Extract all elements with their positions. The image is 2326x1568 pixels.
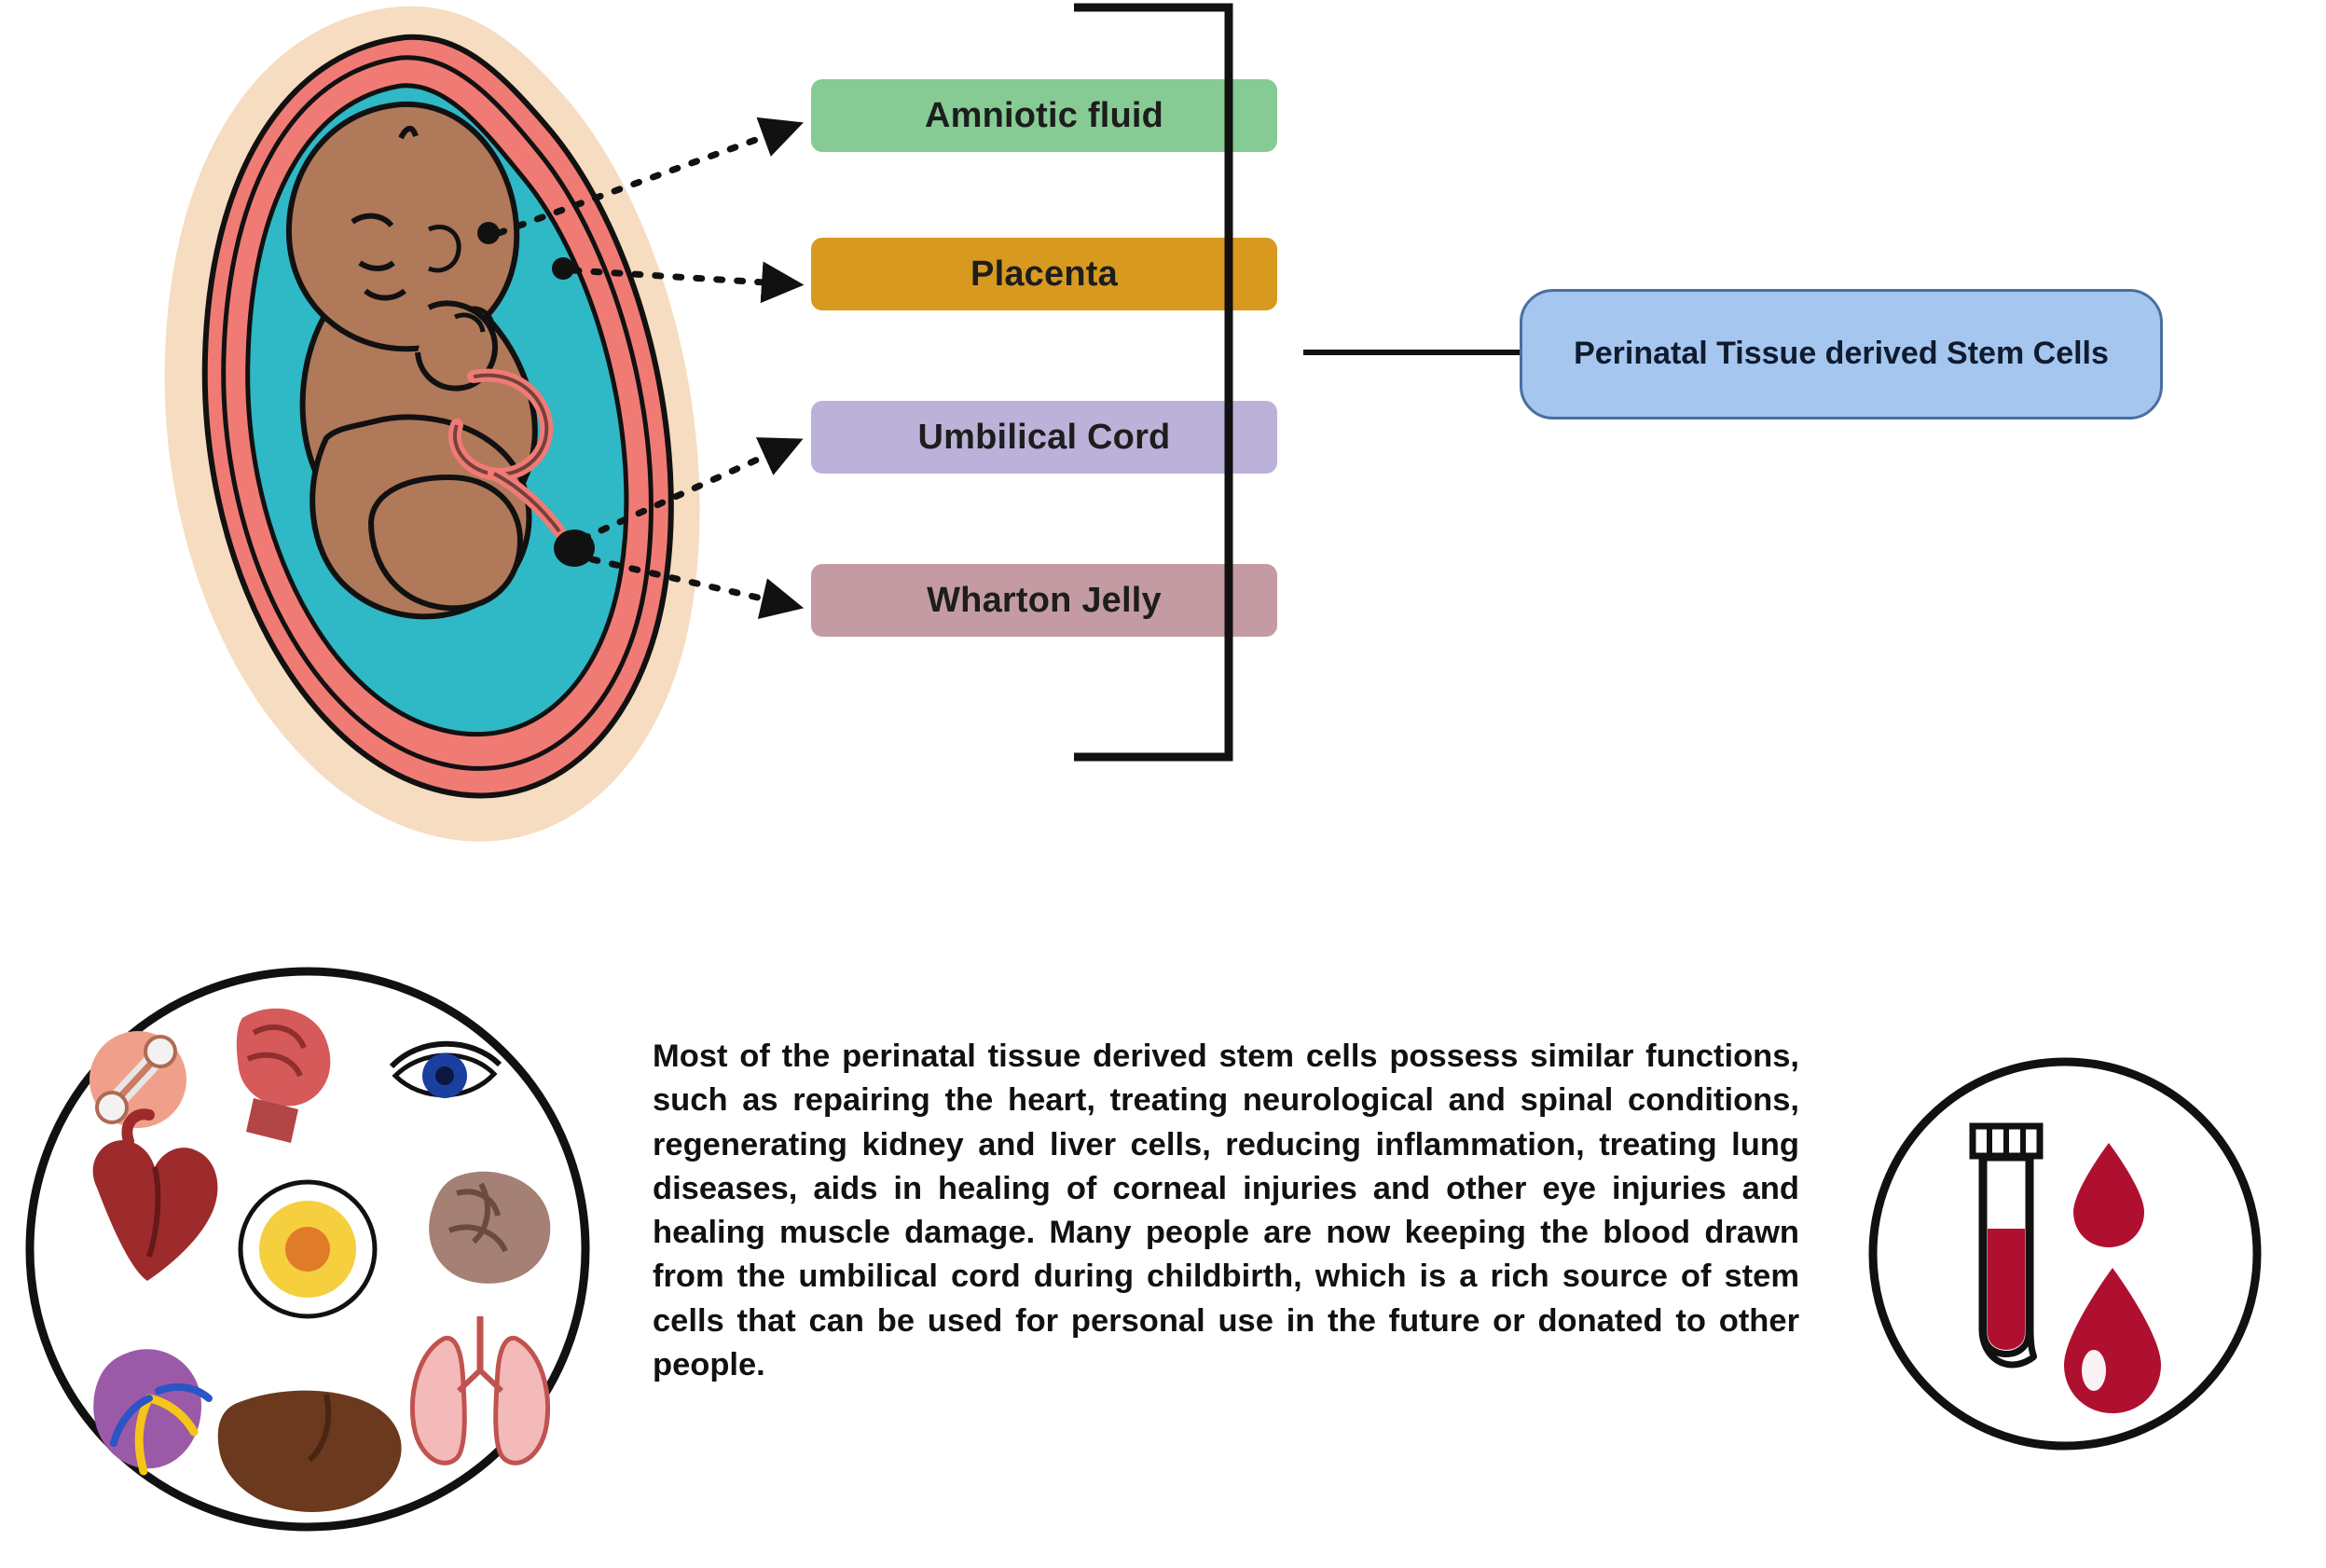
circle-outline	[1873, 1062, 2257, 1446]
amniotic-fluid-anchor-dot	[477, 222, 500, 244]
cord-blood-collection-circle	[1865, 1053, 2265, 1454]
blood-drop-highlight	[2082, 1350, 2106, 1391]
label-wharton-jelly[interactable]: Wharton Jelly	[811, 564, 1277, 637]
grouping-bracket	[1063, 0, 1305, 764]
description-paragraph: Most of the perinatal tissue derived stem cells possess similar functions, such as repairing the heart, treating neurological and spinal conditions, regenerating kidney and liver cells, reducing inflammation, treating lung diseases, aids in healing of corneal injuries and other eye injuries and healing muscle damage. Many people are now keeping the blood drawn from the umbilical cord during childbirth, which is a rich source of stem cells that can be used for personal use in the future or donated to other people.	[653, 1038, 1799, 1382]
perinatal-stem-cells-box[interactable]: Perinatal Tissue derived Stem Cells	[1520, 289, 2163, 420]
label-placenta[interactable]: Placenta	[811, 238, 1277, 310]
differentiation-potential-circle	[19, 960, 597, 1538]
stem-cell-icon	[241, 1182, 375, 1316]
fetus-in-womb-illustration	[121, 0, 830, 867]
bottom-info-section	[0, 932, 2326, 1568]
bracket-to-box-connector	[1303, 350, 1523, 355]
blood-collection-tube-icon	[1973, 1126, 2040, 1365]
placenta-anchor-dot	[552, 257, 574, 280]
wharton-jelly-point	[554, 530, 595, 567]
label-amniotic-fluid[interactable]: Amniotic fluid	[811, 79, 1277, 152]
label-umbilical-cord[interactable]: Umbilical Cord	[811, 401, 1277, 474]
